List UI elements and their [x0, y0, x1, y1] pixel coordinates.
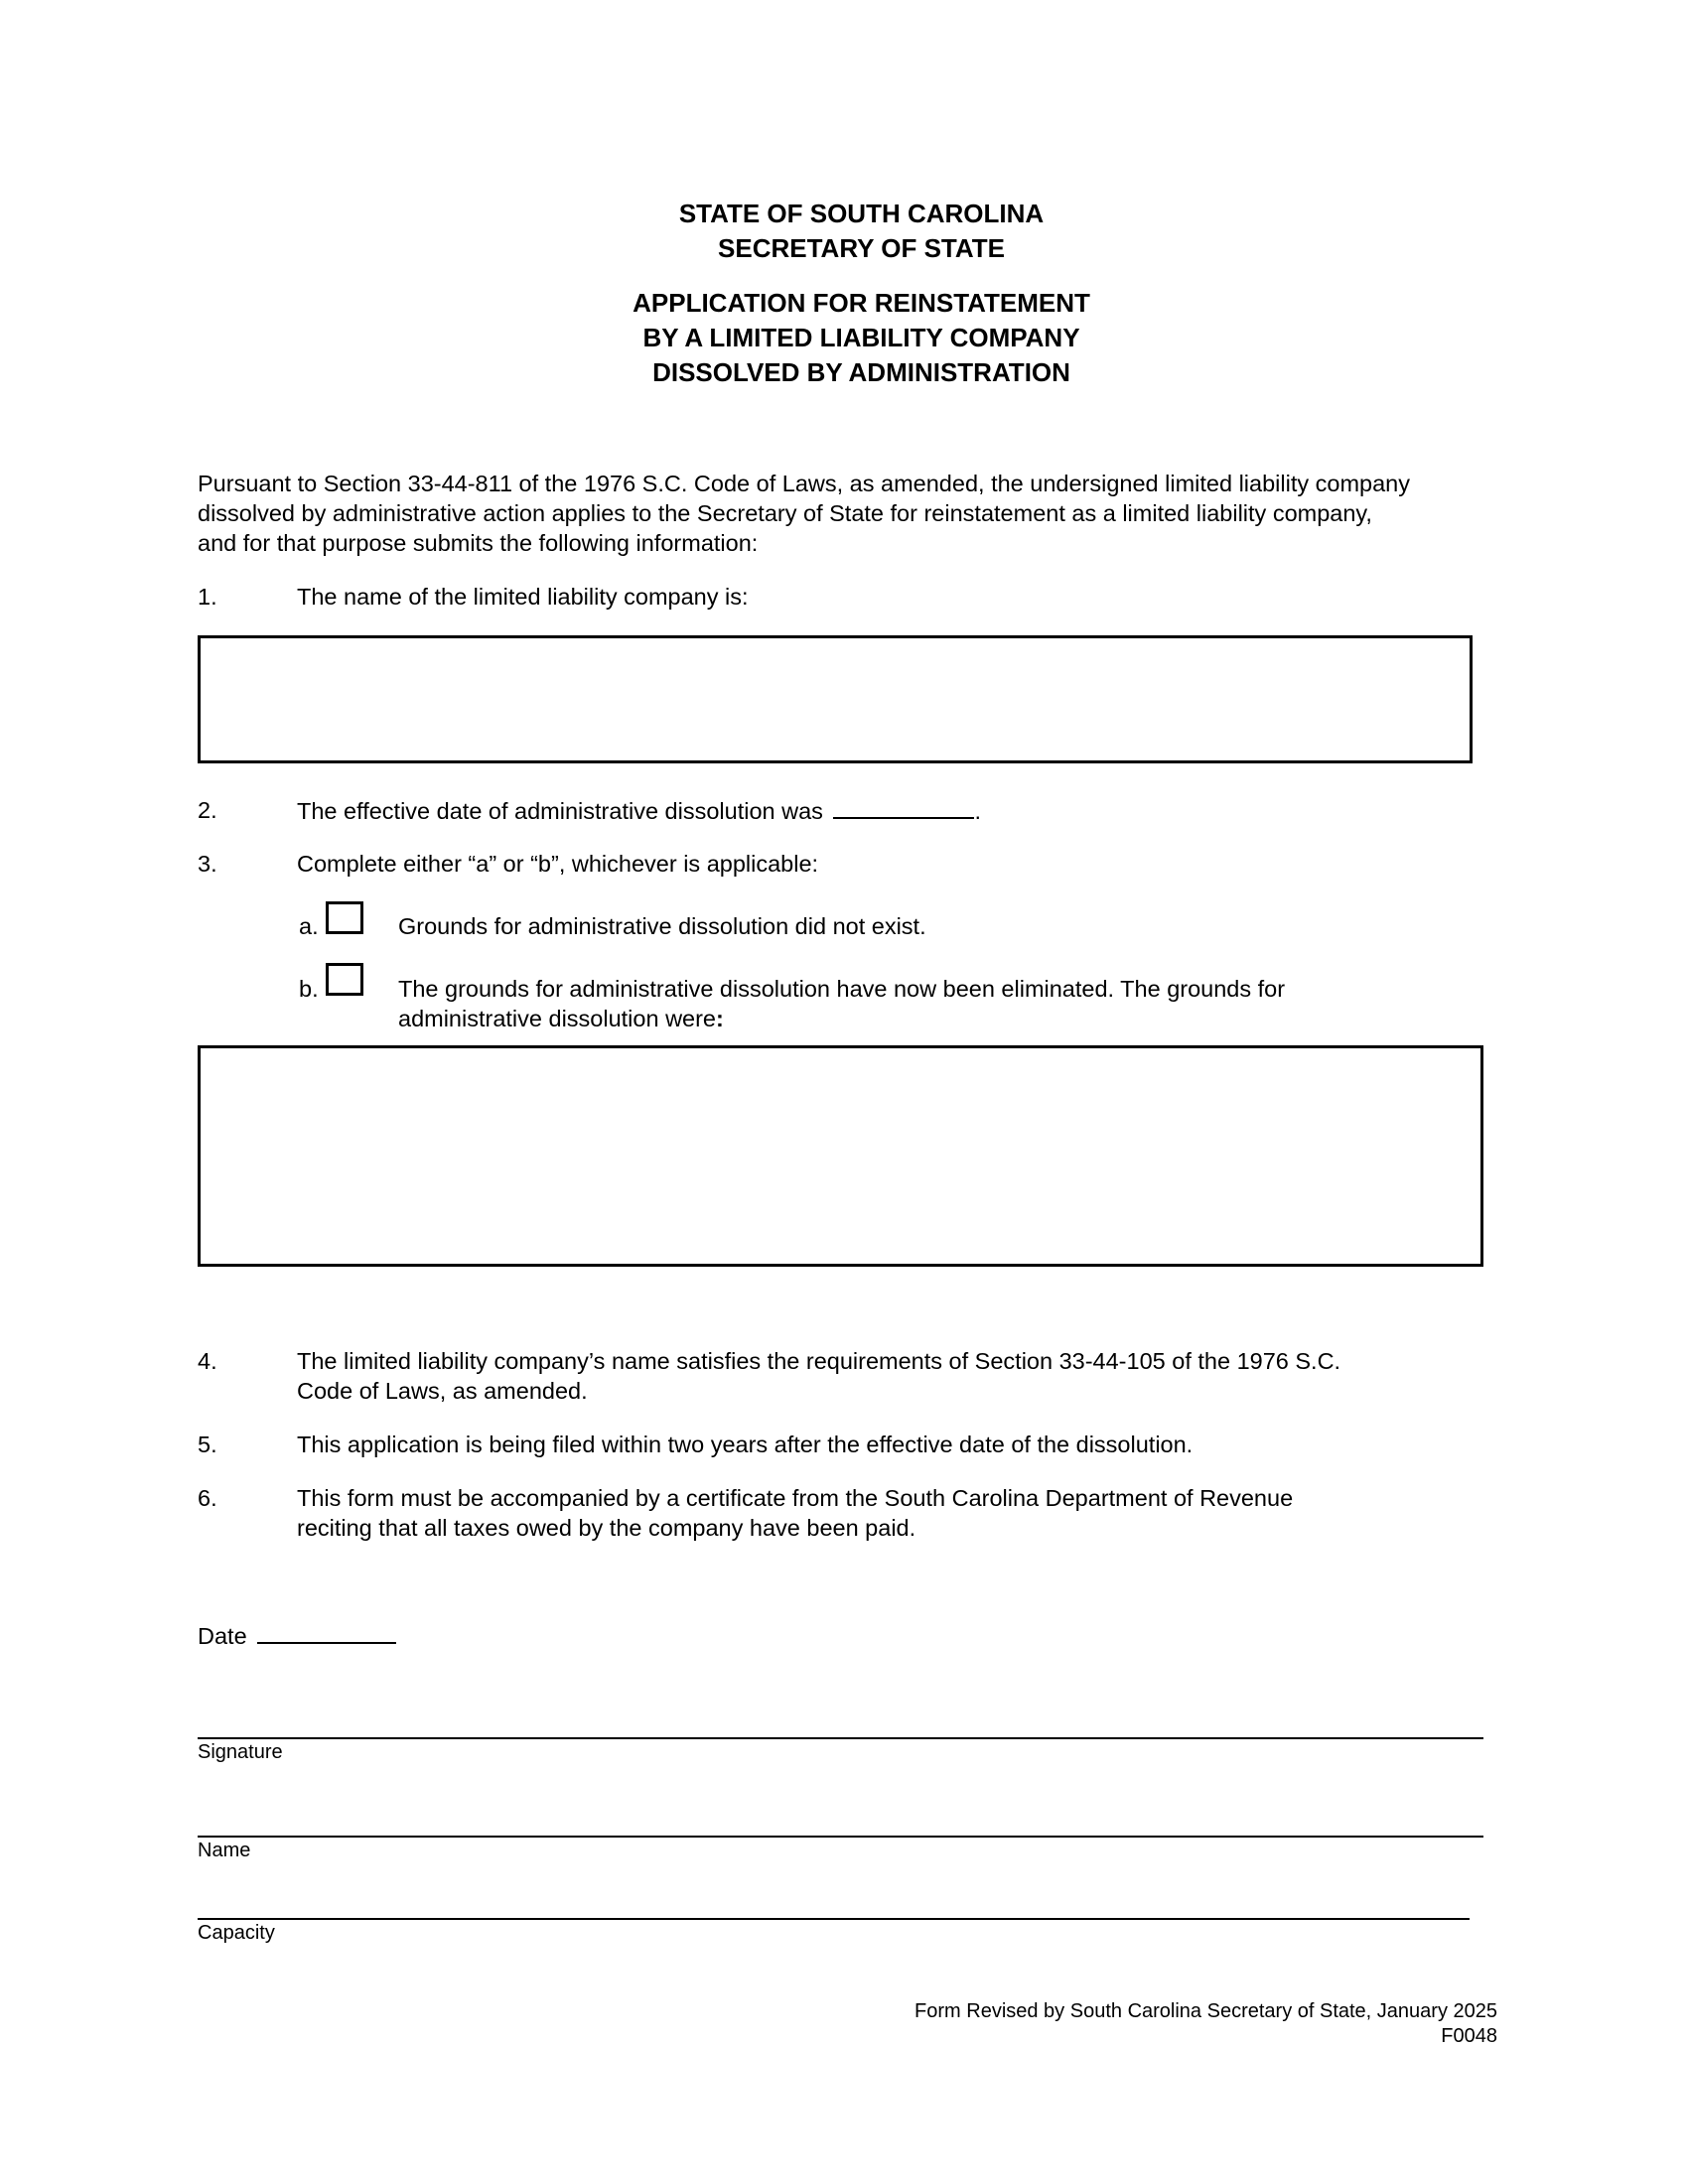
name-label: Name: [198, 1840, 251, 1861]
form-title-line2: BY A LIMITED LIABILITY COMPANY: [642, 323, 1080, 352]
option-a-letter: a.: [299, 913, 319, 939]
item2-number: 2.: [198, 797, 217, 823]
item5-number: 5.: [198, 1432, 217, 1457]
dissolution-grounds-field[interactable]: [198, 1045, 1483, 1267]
item6-number: 6.: [198, 1485, 217, 1511]
item1-number: 1.: [198, 584, 217, 610]
state-heading: STATE OF SOUTH CAROLINA: [678, 199, 1045, 228]
dissolution-date-field[interactable]: [833, 795, 974, 819]
item5-text: This application is being filed within two years after the effective date of the dissolution.: [297, 1432, 1194, 1457]
option-a-text: Grounds for administrative dissolution did not exist.: [398, 913, 926, 939]
date-line: [198, 1620, 396, 1651]
option-b-colon: :: [716, 1006, 724, 1031]
item4-line1: The limited liability company’s name satisfies the requirements of Section 33-44-105 of the 1976 S.C.: [297, 1348, 1341, 1374]
item1-text: The name of the limited liability company is:: [297, 584, 749, 610]
name-line[interactable]: [198, 1836, 1483, 1838]
item3-text: Complete either “a” or “b”, whichever is applicable:: [297, 851, 819, 877]
item2-text: The effective date of administrative dissolution was: [297, 798, 823, 824]
intro-line1: Pursuant to Section 33-44-811 of the 1976 S.C. Code of Laws, as amended, the undersigned limited liability company: [198, 471, 1410, 496]
option-b-text-line1: The grounds for administrative dissolution have now been eliminated. The grounds for: [398, 976, 1286, 1002]
item4-number: 4.: [198, 1348, 217, 1374]
option-a-checkbox[interactable]: [326, 901, 363, 934]
form-title-line3: DISSOLVED BY ADMINISTRATION: [652, 357, 1070, 387]
capacity-line[interactable]: [198, 1918, 1470, 1920]
item6-line2: reciting that all taxes owed by the company have been paid.: [297, 1515, 916, 1541]
item3-number: 3.: [198, 851, 217, 877]
signature-label: Signature: [198, 1741, 283, 1763]
signature-line[interactable]: [198, 1737, 1483, 1739]
item4-line2: Code of Laws, as amended.: [297, 1378, 588, 1404]
option-b-text-line2: administrative dissolution were: [398, 1006, 717, 1031]
date-field[interactable]: [257, 1620, 396, 1644]
office-heading: SECRETARY OF STATE: [718, 233, 1005, 263]
revision-note: Form Revised by South Carolina Secretary of State, January 2025: [914, 2000, 1497, 2022]
capacity-label: Capacity: [198, 1922, 275, 1944]
intro-line2: dissolved by administrative action applies to the Secretary of State for reinstatement as a limited liability company,: [198, 500, 1372, 526]
form-id: F0048: [1441, 2025, 1497, 2047]
date-label: Date: [198, 1623, 247, 1649]
item2-period: .: [974, 798, 981, 824]
item2-line: [297, 795, 981, 826]
intro-line3: and for that purpose submits the following information:: [198, 530, 759, 556]
option-b-letter: b.: [299, 976, 319, 1002]
option-b-checkbox[interactable]: [326, 963, 363, 996]
company-name-field[interactable]: [198, 635, 1473, 763]
option-b-text-line2-wrap: [398, 1004, 724, 1033]
item6-line1: This form must be accompanied by a certificate from the South Carolina Department of Revenue: [297, 1485, 1294, 1511]
form-title-line1: APPLICATION FOR REINSTATEMENT: [633, 288, 1090, 318]
